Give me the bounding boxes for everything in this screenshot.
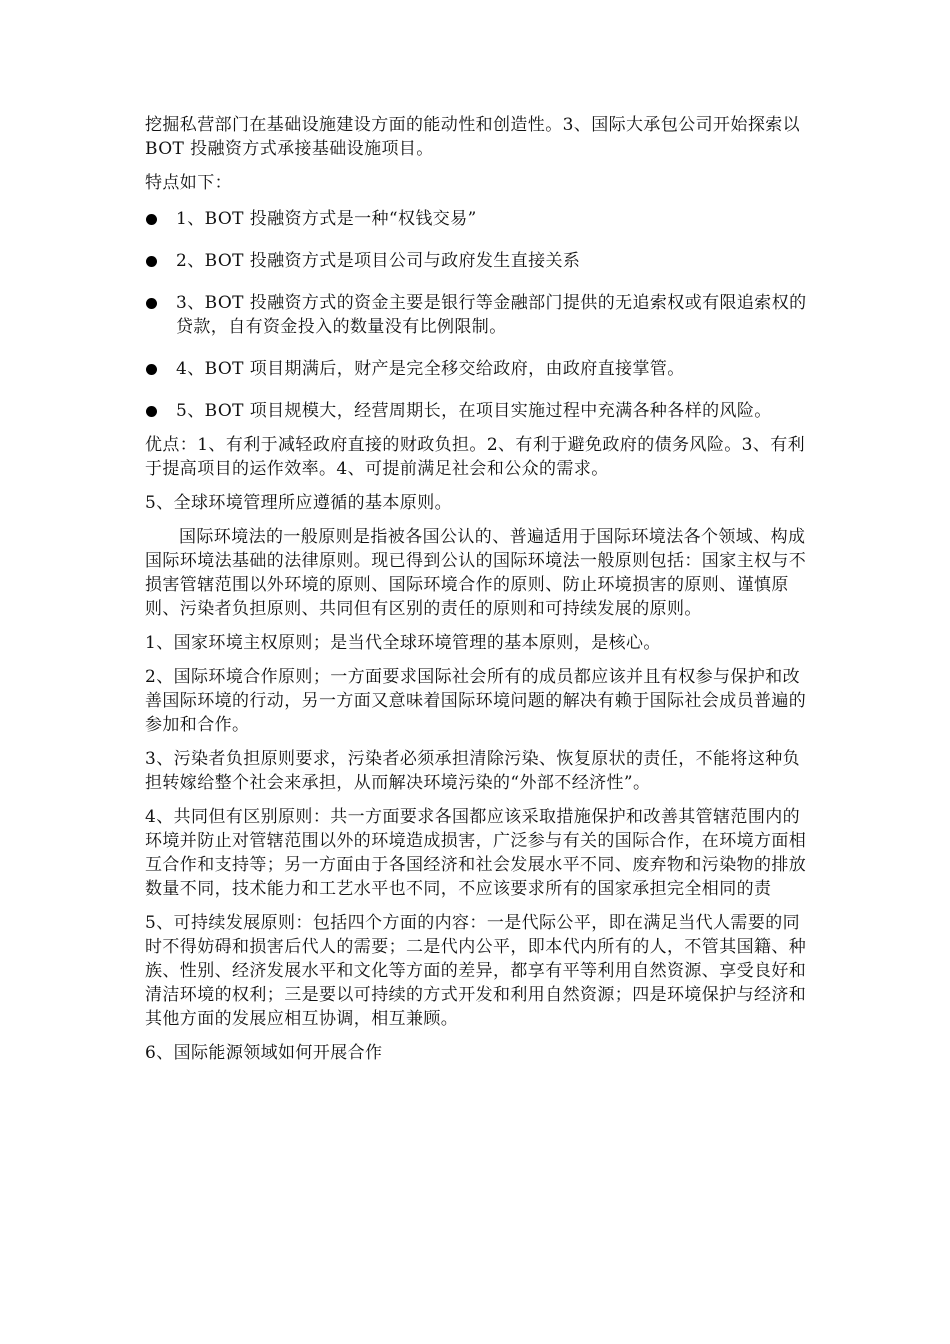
feature-text: 3、BOT 投融资方式的资金主要是银行等金融部门提供的无追索权或有限追索权的贷款，自有资金投入的数量没有比例限制。	[176, 293, 807, 337]
principle-paragraph: 2、国际环境合作原则；一方面要求国际社会所有的成员都应该并且有权参与保护和改善国际环境的行动，另一方面又意味着国际环境问题的解决有赖于国际社会成员普遍的参加和合作。	[145, 667, 807, 735]
features-heading: 特点如下：	[145, 173, 232, 193]
bullet-icon	[146, 256, 157, 267]
bullet-icon	[146, 364, 157, 375]
principle-paragraph: 3、污染者负担原则要求，污染者必须承担清除污染、恢复原状的责任，不能将这种负担转嫁给整个社会来承担，从而解决环境污染的“外部不经济性”。	[145, 749, 801, 793]
list-item	[145, 399, 810, 423]
feature-text: 4、BOT 项目期满后，财产是完全移交给政府，由政府直接掌管。	[176, 359, 685, 379]
bullet-icon	[146, 298, 157, 309]
document-page	[145, 113, 810, 1075]
principle-paragraph: 4、共同但有区别原则：共一方面要求各国都应该采取措施保护和改善其管辖范围内的环境并防止对管辖范围以外的环境造成损害，广泛参与有关的国际合作，在环境方面相互合作和支持等；另一方面由于各国经济和社会发展水平不同、废弃物和污染物的排放数量不同，技术能力和工艺水平也不同，不应该要求所有的国家承担完全相同的责	[145, 807, 807, 899]
list-item	[145, 249, 810, 273]
list-item	[145, 207, 810, 231]
advantages-paragraph: 优点：1、有利于减轻政府直接的财政负担。2、有利于避免政府的债务风险。3、有利于提高项目的运作效率。4、可提前满足社会和公众的需求。	[145, 435, 806, 479]
principle-paragraph: 1、国家环境主权原则；是当代全球环境管理的基本原则，是核心。	[145, 633, 661, 653]
feature-text: 1、BOT 投融资方式是一种“权钱交易”	[176, 209, 477, 229]
bullet-icon	[146, 214, 157, 225]
list-item	[145, 291, 810, 339]
bullet-icon	[146, 406, 157, 417]
features-list	[145, 207, 810, 423]
feature-text: 2、BOT 投融资方式是项目公司与政府发生直接关系	[176, 251, 581, 271]
intro-paragraph: 挖掘私营部门在基础设施建设方面的能动性和创造性。3、国际大承包公司开始探索以 BOT 投融资方式承接基础设施项目。	[145, 115, 801, 159]
section6-heading: 6、国际能源领域如何开展合作	[145, 1043, 383, 1063]
section5-intro: 国际环境法的一般原则是指被各国公认的、普遍适用于国际环境法各个领域、构成国际环境法基础的法律原则。现已得到公认的国际环境法一般原则包括：国家主权与不损害管辖范围以外环境的原则、国际环境合作的原则、防止环境损害的原则、谨慎原则、污染者负担原则、共同但有区别的责任的原则和可持续发展的原则。	[145, 527, 807, 619]
feature-text: 5、BOT 项目规模大，经营周期长，在项目实施过程中充满各种各样的风险。	[176, 401, 772, 421]
section5-heading: 5、全球环境管理所应遵循的基本原则。	[145, 493, 453, 513]
principle-paragraph: 5、可持续发展原则：包括四个方面的内容：一是代际公平，即在满足当代人需要的同时不得妨碍和损害后代人的需要；二是代内公平，即本代内所有的人，不管其国籍、种族、性别、经济发展水平和文化等方面的差异，都享有平等利用自然资源、享受良好和清洁环境的权利；三是要以可持续的方式开发和利用自然资源；四是环境保护与经济和其他方面的发展应相互协调，相互兼顾。	[145, 913, 807, 1029]
list-item	[145, 357, 810, 381]
